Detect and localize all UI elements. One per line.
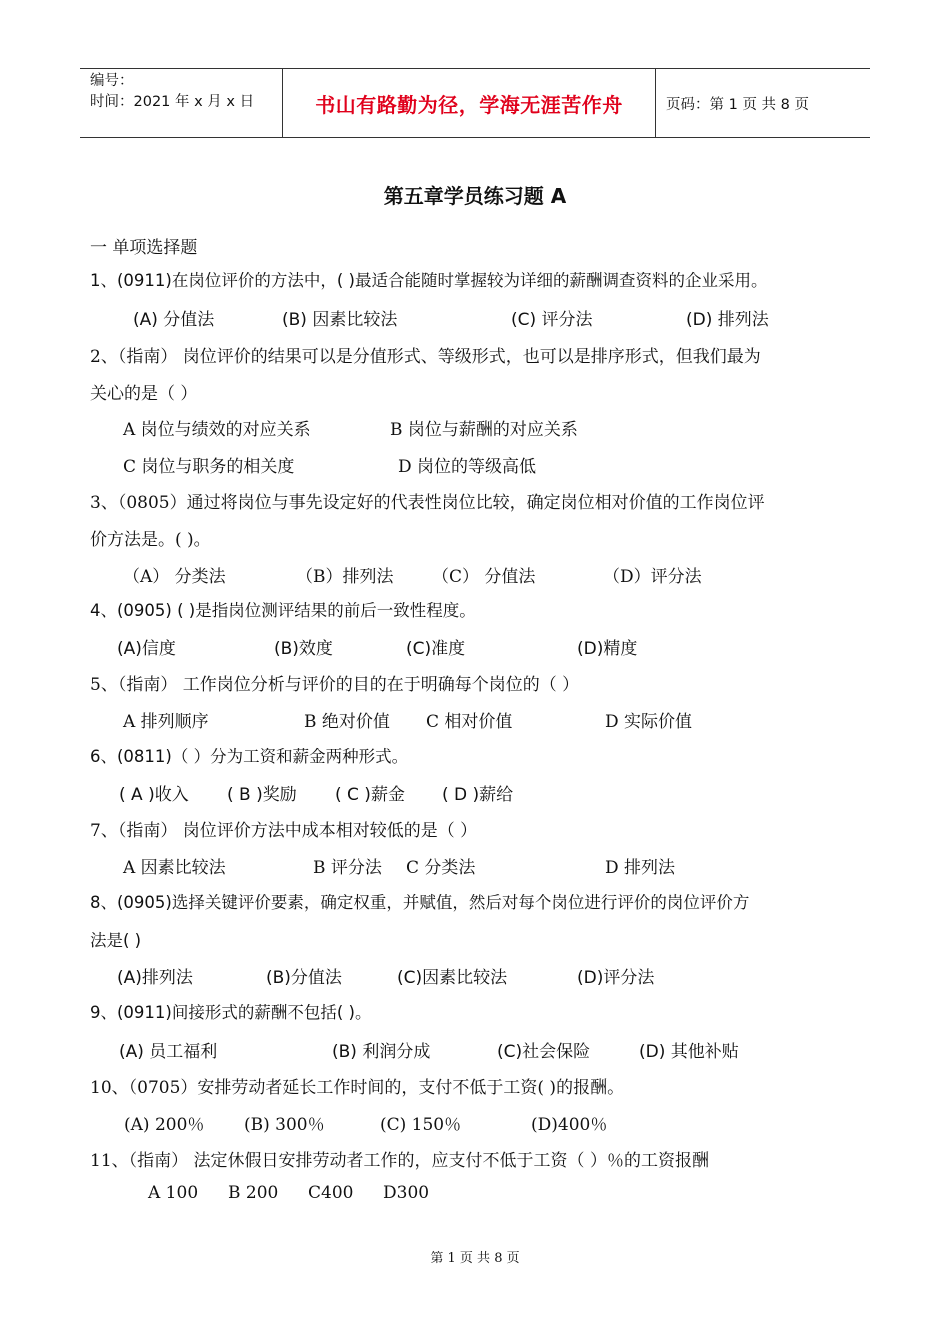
page-title: 第五章学员练习题 A <box>383 184 567 208</box>
question-11-option-d: D300 <box>383 1183 430 1203</box>
question-3-option-c: （C） 分值法 <box>432 567 536 587</box>
question-10-option-d: (D)400％ <box>531 1115 608 1135</box>
question-10-option-c: (C) 150％ <box>380 1115 462 1135</box>
question-9-option-c: (C)社会保险 <box>497 1042 591 1062</box>
question-3-option-d: （D）评分法 <box>603 567 702 587</box>
question-6-option-a: ( A )收入 <box>119 785 189 805</box>
header-motto-cell <box>282 69 656 137</box>
header-page-info <box>656 69 870 137</box>
section-heading: 一 单项选择题 <box>90 238 198 258</box>
question-7-option-c: C 分类法 <box>406 858 476 878</box>
question-9-option-b: (B) 利润分成 <box>332 1042 431 1062</box>
question-1-option-c: (C) 评分法 <box>511 310 593 330</box>
question-6-option-d: ( D )薪给 <box>442 785 514 805</box>
header-meta <box>80 69 282 137</box>
question-3-line-1: 3、（0805）通过将岗位与事先设定好的代表性岗位比较，确定岗位相对价值的工作岗位评 <box>90 493 765 513</box>
question-8-line-2: 法是( ) <box>90 931 142 950</box>
question-4-option-d: (D)精度 <box>577 639 638 659</box>
motto: 书山有路勤为径，学海无涯苦作舟 <box>315 92 623 117</box>
question-11-option-a: A 100 <box>148 1183 199 1203</box>
question-5-line-1: 5、（指南） 工作岗位分析与评价的目的在于明确每个岗位的（ ） <box>90 675 580 695</box>
question-2-option-d: D 岗位的等级高低 <box>398 457 537 477</box>
question-8-option-a: (A)排列法 <box>117 968 193 988</box>
question-5-option-c: C 相对价值 <box>426 712 513 732</box>
question-4-option-a: (A)信度 <box>117 639 176 659</box>
question-4-option-b: (B)效度 <box>274 639 333 659</box>
question-6-option-c: ( C )薪金 <box>335 785 405 805</box>
question-2-option-a: A 岗位与绩效的对应关系 <box>123 420 311 440</box>
question-2-option-b: B 岗位与薪酬的对应关系 <box>390 420 578 440</box>
question-9-option-d: (D) 其他补贴 <box>639 1042 739 1062</box>
question-6-option-b: ( B )奖励 <box>227 785 297 805</box>
question-2-option-c: C 岗位与职务的相关度 <box>123 457 295 477</box>
question-2-line-2: 关心的是（ ） <box>90 384 198 404</box>
question-5-option-a: A 排列顺序 <box>123 712 209 732</box>
question-5-option-d: D 实际价值 <box>605 712 693 732</box>
page-footer: 第 1 页 共 8 页 <box>430 1251 520 1266</box>
question-3-option-b: （B）排列法 <box>296 567 394 587</box>
question-7-option-a: A 因素比较法 <box>123 858 226 878</box>
question-10-line-1: 10、（0705）安排劳动者延长工作时间的，支付不低于工资( )的报酬。 <box>90 1078 625 1098</box>
question-7-line-1: 7、（指南） 岗位评价方法中成本相对较低的是（ ） <box>90 821 478 841</box>
question-9-line-1: 9、(0911)间接形式的薪酬不包括( )。 <box>90 1003 372 1022</box>
question-11-option-c: C400 <box>308 1183 354 1203</box>
question-11-option-b: B 200 <box>228 1183 279 1203</box>
question-6-line-1: 6、(0811)（ ）分为工资和薪金两种形式。 <box>90 747 409 766</box>
code-label: 编号： <box>90 73 134 89</box>
question-8-option-b: (B)分值法 <box>266 968 342 988</box>
question-5-option-b: B 绝对价值 <box>304 712 390 732</box>
date-label: 时间：2021 年 x 月 x 日 <box>90 94 255 110</box>
question-3-option-a: （A） 分类法 <box>123 567 226 587</box>
question-2-line-1: 2、（指南） 岗位评价的结果可以是分值形式、等级形式，也可以是排序形式，但我们最为 <box>90 347 761 367</box>
question-7-option-d: D 排列法 <box>605 858 676 878</box>
question-1-option-a: (A) 分值法 <box>133 310 215 330</box>
question-1-option-b: (B) 因素比较法 <box>282 310 398 330</box>
question-1-option-d: (D) 排列法 <box>686 310 769 330</box>
question-8-option-c: (C)因素比较法 <box>397 968 508 988</box>
question-10-option-b: (B) 300％ <box>244 1115 325 1135</box>
question-4-option-c: (C)准度 <box>406 639 466 659</box>
question-8-line-1: 8、(0905)选择关键评价要素，确定权重，并赋值，然后对每个岗位进行评价的岗位评价方 <box>90 893 750 912</box>
page-info: 页码：第 1 页 共 8 页 <box>666 96 809 113</box>
question-7-option-b: B 评分法 <box>313 858 382 878</box>
question-3-line-2: 价方法是。( )。 <box>90 530 211 550</box>
question-4-line-1: 4、(0905) ( )是指岗位测评结果的前后一致性程度。 <box>90 601 476 620</box>
question-9-option-a: (A) 员工福利 <box>119 1042 218 1062</box>
question-1-line-1: 1、(0911)在岗位评价的方法中，( )最适合能随时掌握较为详细的薪酬调查资料的企业采用。 <box>90 271 768 290</box>
question-11-line-1: 11、（指南） 法定休假日安排劳动者工作的，应支付不低于工资（ ）％的工资报酬 <box>90 1151 709 1171</box>
page-header <box>80 68 870 138</box>
question-8-option-d: (D)评分法 <box>577 968 655 988</box>
question-10-option-a: (A) 200％ <box>124 1115 205 1135</box>
